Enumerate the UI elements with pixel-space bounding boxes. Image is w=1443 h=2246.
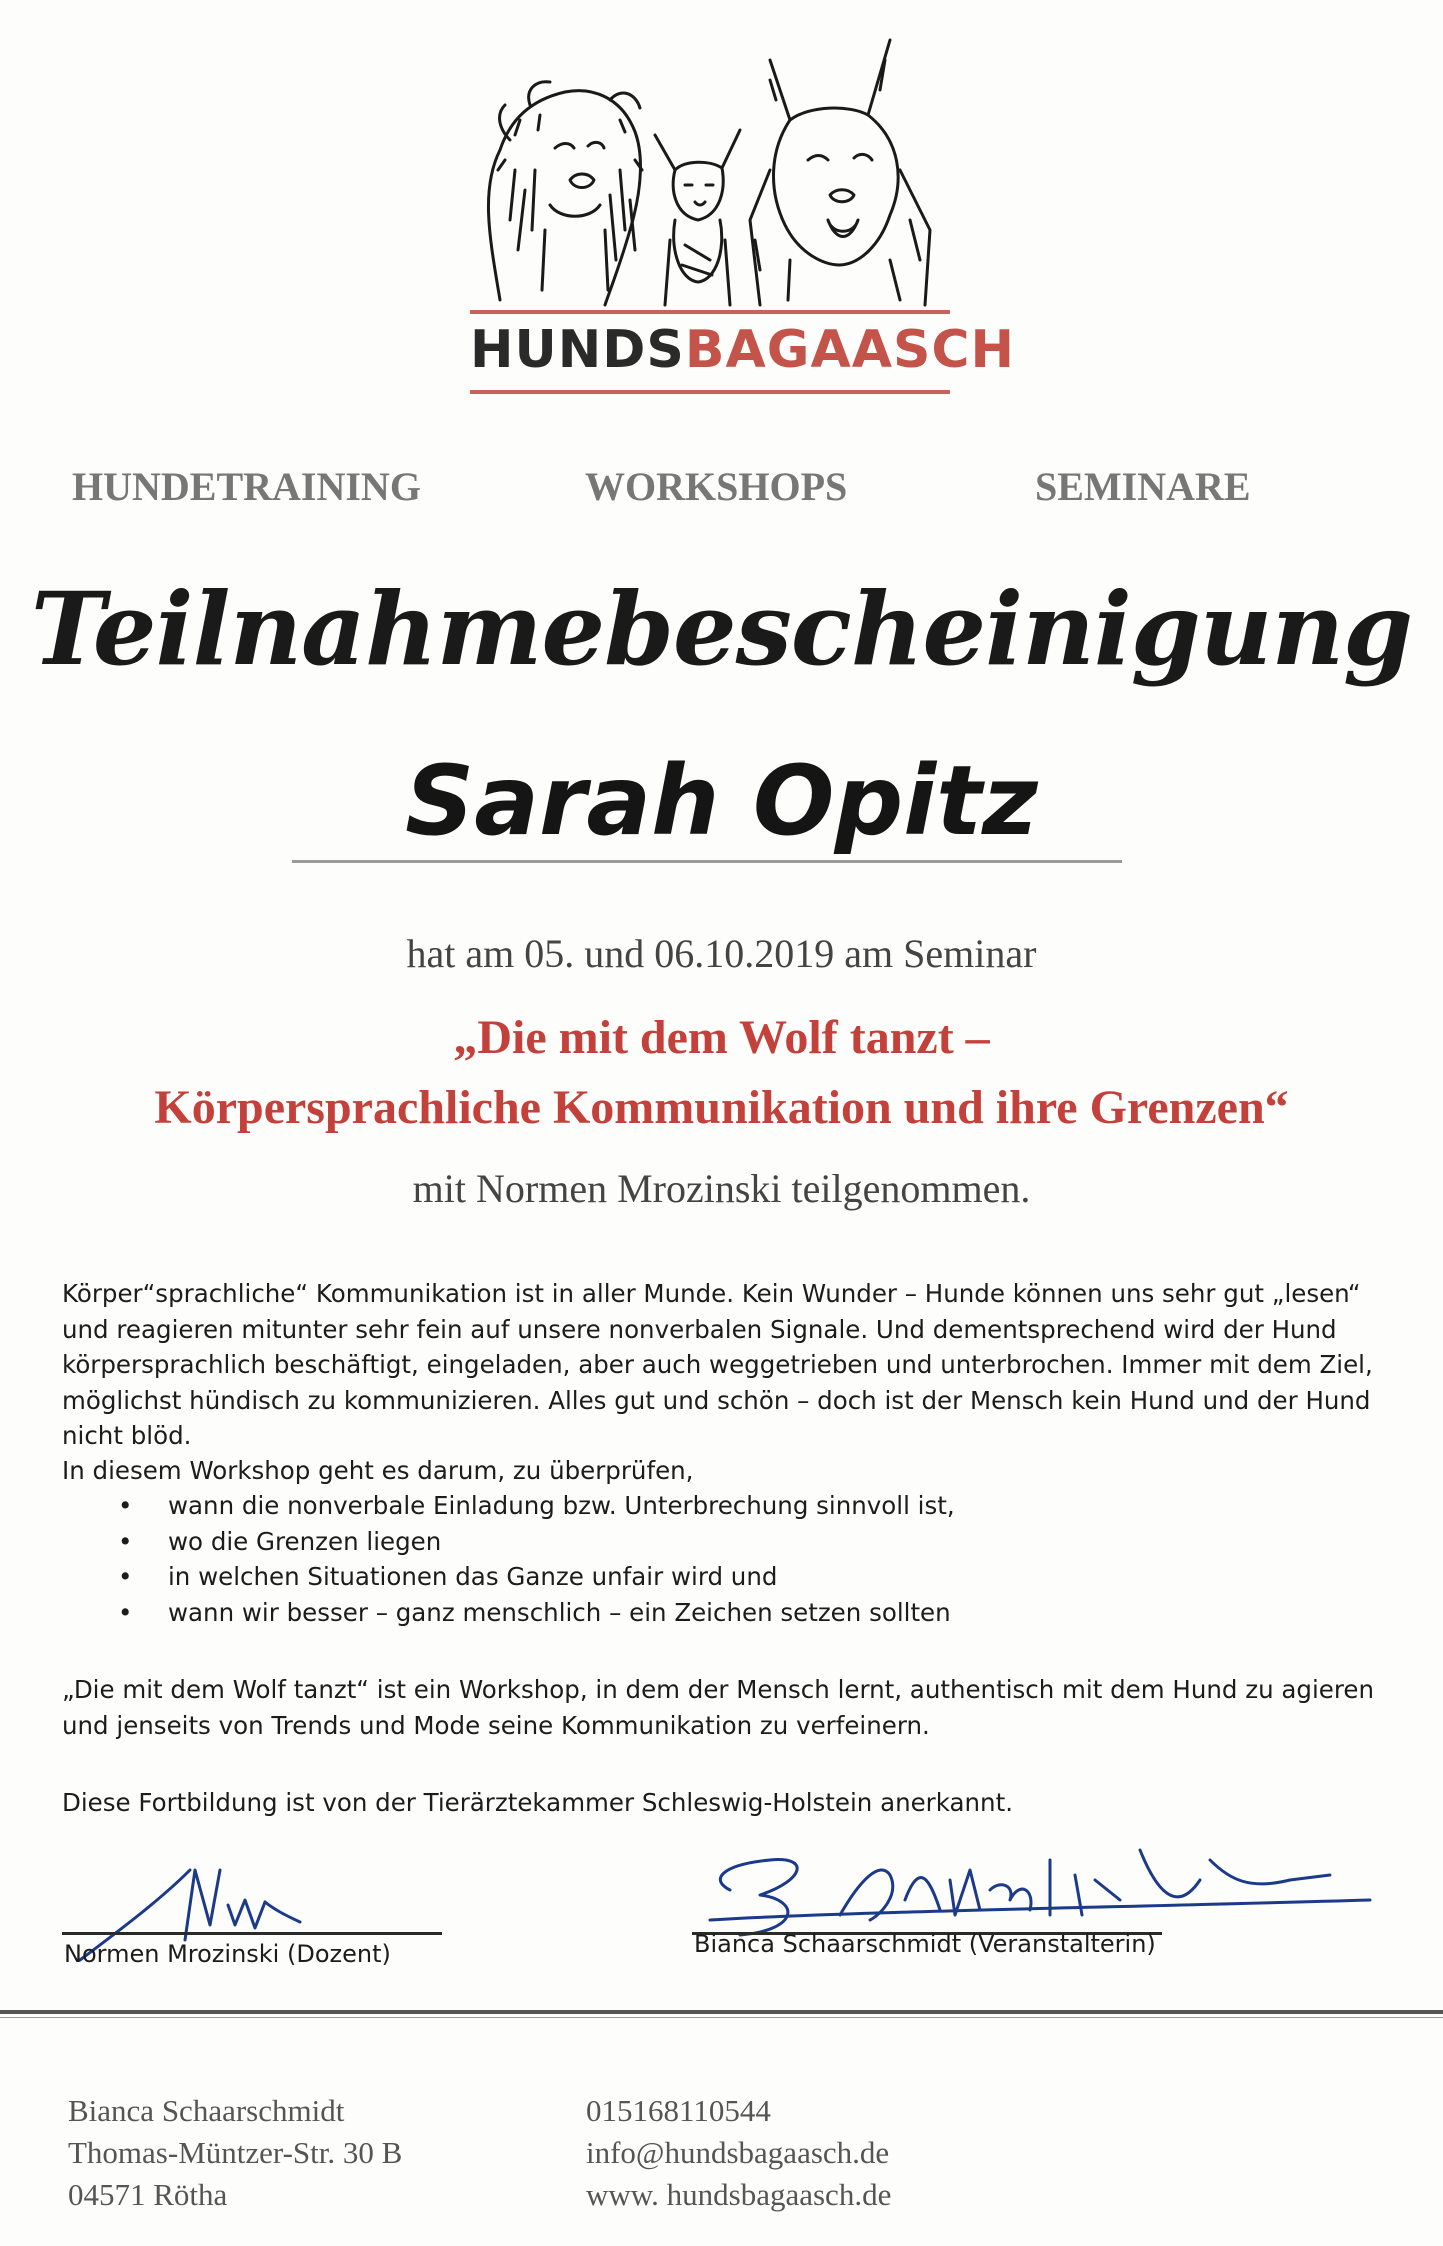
logo [470,20,1016,400]
bullet-icon: • [118,1562,133,1591]
bullet-text: wann wir besser – ganz menschlich – ein Zeichen setzen sollten [168,1597,951,1627]
three-dogs-drawing-icon [470,20,950,320]
service-seminare: SEMINARE [1035,464,1251,509]
list-item [62,1595,1362,1631]
logo-rule-top [470,310,950,314]
bullet-list [62,1488,1362,1630]
bullet-text: in welchen Situationen das Ganze unfair wird und [168,1562,778,1591]
footer-email[interactable]: info@hundsbagaasch.de [586,2135,890,2170]
seminar-title-line-1: „Die mit dem Wolf tanzt – [453,1011,990,1064]
list-item [62,1488,1362,1524]
name-underline [292,860,1122,863]
accreditation-text: Diese Fortbildung ist von der Tierärztekammer Schleswig-Holstein anerkannt. [62,1788,1013,1817]
seminar-title-line-2: Körpersprachliche Kommunikation und ihre Grenzen“ [154,1081,1289,1134]
footer-website[interactable]: www. hundsbagaasch.de [586,2177,892,2212]
footer-street: Thomas-Müntzer-Str. 30 B [68,2135,403,2170]
bullet-text: wann die nonverbale Einladung bzw. Unterbrechung sinnvoll ist, [168,1491,955,1520]
footer-phone: 015168110544 [586,2093,771,2128]
bullet-icon: • [118,1597,133,1627]
footer-divider-thin [0,2017,1443,2018]
signature-line-left [62,1932,442,1935]
paragraph-2-text: „Die mit dem Wolf tanzt“ ist ein Workshop, in dem der Mensch lernt, authentisch mit dem Hund zu agieren und jenseits von Trends und Mode seine Kommunikation zu verfeinern. [62,1675,1374,1740]
footer-address [68,2090,402,2216]
list-item [62,1559,1362,1595]
bullet-icon: • [118,1491,133,1520]
bullet-text: wo die Grenzen liegen [168,1526,442,1556]
footer-city: 04571 Rötha [68,2177,228,2212]
brand-part-2: BAGAASCH [684,320,1016,380]
list-item [62,1524,1362,1560]
service-hundetraining: HUNDETRAINING [72,464,421,509]
footer-divider [0,2010,1443,2014]
participant-name: Sarah Opitz [405,745,1038,857]
footer-contact [586,2090,891,2216]
service-workshops: WORKSHOPS [585,464,848,509]
accreditation [62,1785,1382,1821]
brand-name [470,320,1016,380]
certificate-title: Teilnahmebescheinigung [30,570,1413,688]
date-line: hat am 05. und 06.10.2019 am Seminar [406,931,1037,976]
logo-rule-bottom [470,390,950,394]
description-intro [62,1453,1382,1489]
description-paragraph-2 [62,1672,1382,1743]
bullet-icon: • [118,1526,133,1556]
intro-text: In diesem Workshop geht es darum, zu überprüfen, [62,1456,694,1485]
signature-label-right: Bianca Schaarschmidt (Veranstalterin) [694,1930,1156,1958]
instructor-line: mit Normen Mrozinski teilgenommen. [412,1166,1031,1211]
signature-label-left: Normen Mrozinski (Dozent) [64,1940,391,1968]
services-row [0,463,1443,513]
brand-part-1: HUNDS [470,320,685,380]
description-paragraph-1 [62,1276,1382,1454]
paragraph-1-text: Körper“sprachliche“ Kommunikation ist in aller Munde. Kein Wunder – Hunde können uns sehr gut „lesen“ und reagieren mitunter sehr fein auf unsere nonverbalen Signale. Und dementsprechend wird der Hund körpersprachlich beschäftigt, eingeladen, aber auch weggetrieben und unterbrochen. Immer mit dem Ziel, möglichst hündisch zu kommunizieren. Alles gut und schön – doch ist der Mensch kein Hund und der Hund nicht blöd. [62,1279,1373,1450]
footer-name: Bianca Schaarschmidt [68,2093,345,2128]
